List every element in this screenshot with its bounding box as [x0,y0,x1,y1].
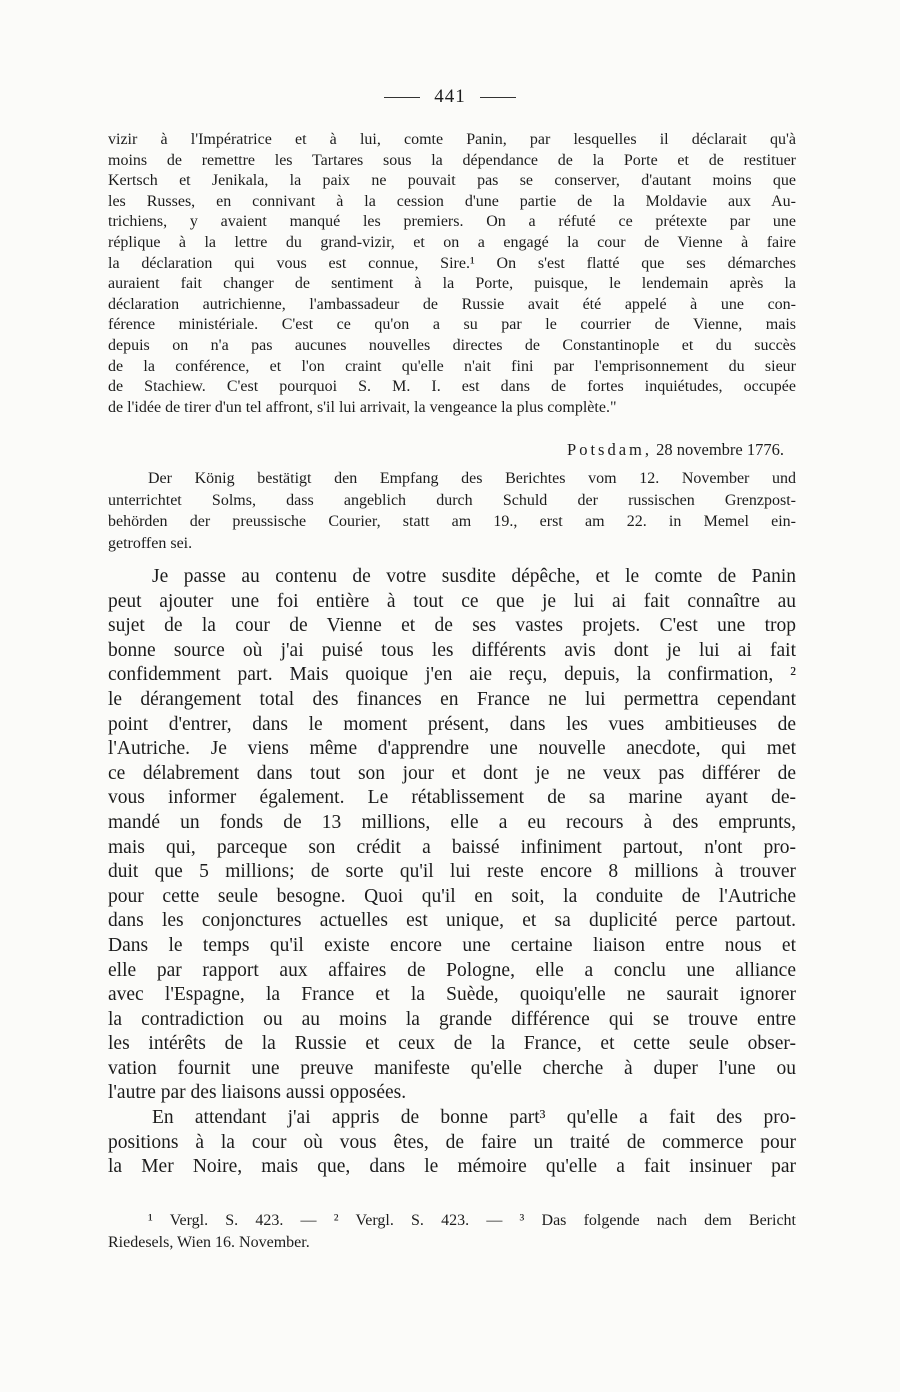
body-line: elle par rapport aux affaires de Pologne, elle a conclu une alliance [108,959,796,981]
letter-body [108,565,796,1180]
footnote-line: Riedesels, Wien 16. November. [108,1234,310,1251]
body-line: l'autre par des liaisons aussi opposées. [108,1082,407,1104]
quote-line: la déclaration qui vous est connue, Sire.¹ On s'est flatté que ses démarches [108,254,796,272]
body-line: En attendant j'ai appris de bonne part³ qu'elle a fait des pro- [152,1107,796,1129]
body-line: dans les conjonctures actuelles est unique, et sa duplicité perce partout. [108,910,796,932]
dateline [108,440,784,460]
quote-line: Kertsch et Jenikala, la paix ne pouvait pas se conserver, d'autant moins que [108,172,796,190]
page-number-text: 441 [434,86,466,107]
summary-line: behörden der preussische Courier, statt am 19., erst am 22. in Memel ein- [108,513,796,530]
quote-line: vizir à l'Impératrice et à lui, comte Panin, par lesquelles il déclarait qu'à [108,131,796,148]
body-line: la Mer Noire, mais que, dans le mémoire qu'elle a fait insinuer par [108,1156,796,1178]
summary-line: unterrichtet Solms, dass angeblich durch Schuld der russischen Grenzpost- [108,491,796,509]
summary-line: getroffen sei. [108,534,193,552]
quote-line: de Stachiew. C'est pourquoi S. M. I. est dans de fortes inquiétudes, occupée [108,378,796,396]
body-line: pour cette seule besogne. Quoi qu'il en soit, la conduite de l'Autriche [108,885,796,907]
dateline-date: 28 novembre 1776. [656,440,784,459]
body-line: sujet de la cour de Vienne et de ses vastes projets. C'est une trop [108,615,796,637]
body-line: mais qui, parceque son crédit a baissé infiniment partout, n'ont pro- [108,836,796,858]
quote-line: de l'idée de tirer d'un tel affront, s'il lui arrivait, la vengeance la plus complète." [108,398,617,416]
body-line: vation fournit une preuve manifeste qu'elle cherche à duper l'une ou [108,1057,796,1079]
footnote-line: ¹ Vergl. S. 423. — ² Vergl. S. 423. — ³ Das folgende nach dem Bericht [148,1212,796,1229]
body-line: Je passe au contenu de votre susdite dépêche, et le comte de Panin [152,566,796,587]
body-line: ce délabrement dans tout son jour et dont je ne veux pas différer de [108,762,796,784]
body-line: vous informer également. Le rétablissement de sa marine ayant de- [108,787,796,809]
quote-line: de la conférence, et l'on craint qu'elle n'ait fini par l'emprisonnement du sieur [108,357,796,375]
body-line: avec l'Espagne, la France et la Suède, quoiqu'elle ne saurait ignorer [108,984,796,1006]
quote-line: depuis on n'a pas aucunes nouvelles directes de Constantinople et du succès [108,336,796,354]
quote-line: férence ministériale. C'est ce qu'on a su par le courrier de Vienne, mais [108,316,796,334]
body-line: les intérêts de la Russie et ceux de la France, et cette seule obser- [108,1033,796,1055]
body-line: mandé un fonds de 13 millions, elle a eu recours à des emprunts, [108,811,796,833]
body-line: le dérangement total des finances en France ne lui permettra cependant [108,688,796,710]
quote-line: déclaration autrichienne, l'ambassadeur de Russie avait été appelé à une con- [108,295,796,313]
body-line: Dans le temps qu'il existe encore une certaine liaison entre nous et [108,934,796,956]
body-line: point d'entrer, dans le moment présent, dans les vues ambitieuses de [108,713,796,735]
body-line: peut ajouter une foi entière à tout ce que je lui ai fait connaître au [108,590,796,612]
quote-line: les Russes, en connivant à la cession d'une partie de la Moldavie aux Au- [108,192,796,210]
page-number-dash-right [480,97,516,98]
body-line: positions à la cour où vous êtes, de faire un traité de commerce pour [108,1131,796,1153]
page-number-dash-left [384,97,420,98]
quote-line: moins de remettre les Tartares sous la dépendance de la Porte et de restituer [108,151,796,169]
footnotes [108,1210,796,1254]
editorial-summary [108,468,796,554]
quote-line: réplique à la lettre du grand-vizir, et on a engagé la cour de Vienne à faire [108,233,796,251]
body-line: bonne source où j'ai puisé tous les différents avis dont je lui ai fait [108,639,796,661]
quote-line: auraient fait changer de sentiment à la Porte, puisque, le lendemain après la [108,275,796,293]
quote-line: trichiens, y avaient manqué les premiers. On a réfuté ce prétexte par une [108,213,796,231]
body-line: confidemment part. Mais quoique j'en aie reçu, depuis, la confirmation, ² [108,664,796,686]
body-line: duit que 5 millions; de sorte qu'il lui reste encore 8 millions à trouver [108,861,796,883]
quoted-report [108,130,796,418]
body-line: la contradiction ou au moins la grande différence qui se trouve entre [108,1008,796,1030]
page-number [0,86,900,108]
summary-line: Der König bestätigt den Empfang des Berichtes vom 12. November und [148,470,796,487]
body-line: l'Autriche. Je viens même d'apprendre une nouvelle anecdote, qui met [108,738,796,760]
dateline-place: Potsdam, [567,440,653,459]
